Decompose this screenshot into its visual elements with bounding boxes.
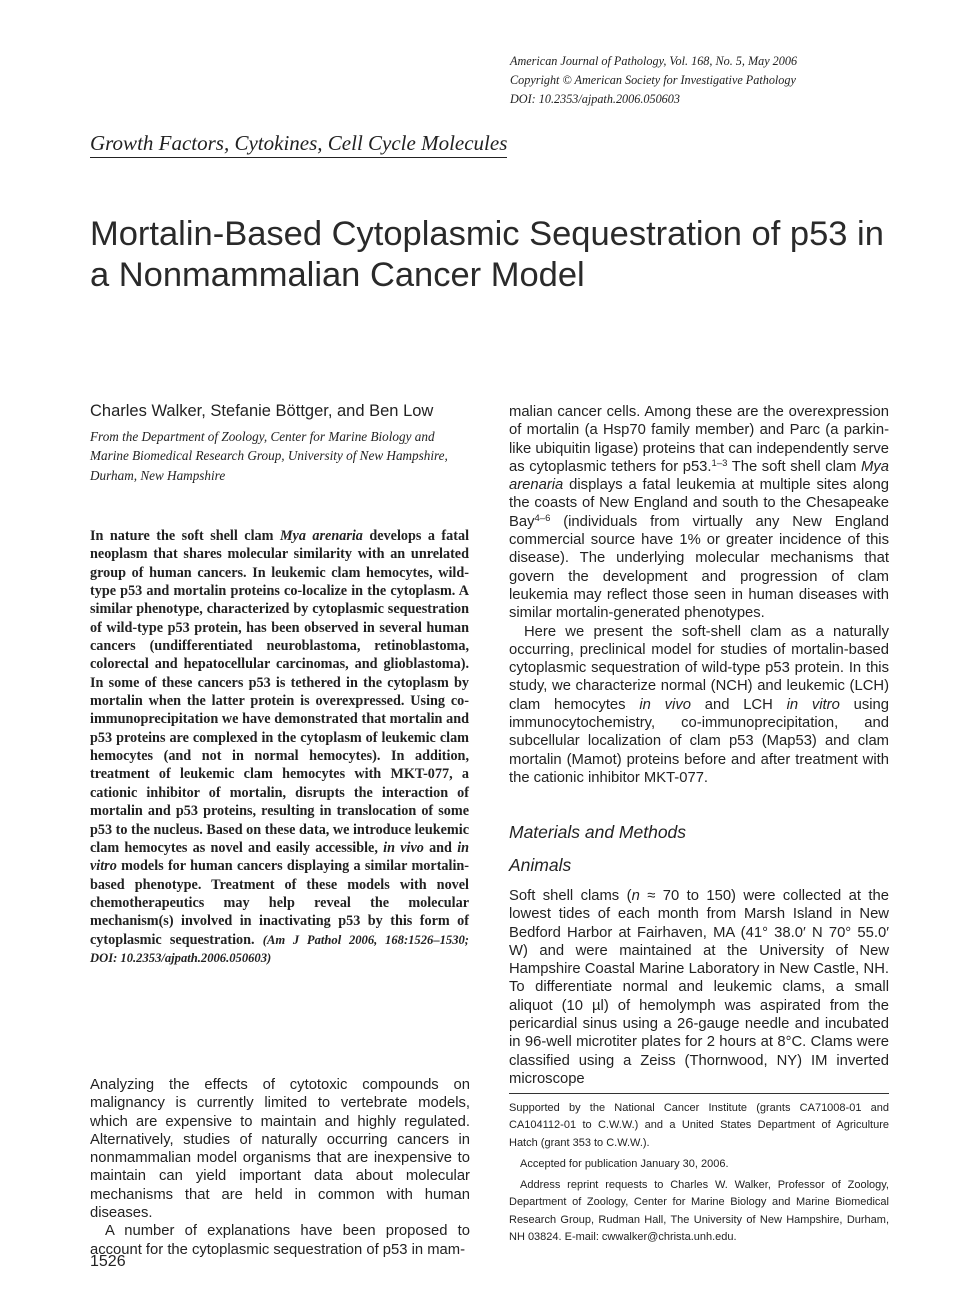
body-text: malian cancer cells. Among these are the overexpression of mortalin (a Hsp70 family member) and Parc (a parkin-like ubiquitin ligase) proteins that can independently serve as cytoplasmic tethers for p53. bbox=[509, 404, 889, 475]
methods-heading: Materials and Methods bbox=[509, 822, 687, 842]
footnote-divider bbox=[509, 1093, 889, 1094]
in-vitro-term: in vitro bbox=[90, 839, 470, 875]
in-vivo-term: in vivo bbox=[639, 696, 691, 713]
journal-citation: American Journal of Pathology, Vol. 168, No. 5, May 2006 bbox=[510, 54, 798, 68]
abstract bbox=[90, 527, 469, 967]
body-text: and LCH bbox=[704, 696, 773, 713]
article-title: Mortalin-Based Cytoplasmic Sequestration of p53 in a Nonmammalian Cancer Model bbox=[90, 215, 884, 294]
abstract-text: develops a fatal neoplasm that shares molecular similarity with an unrelated group of human cancers. In leukemic clam hemocytes, wild-type p53 and mortalin proteins co-localize in the cytoplasm. A similar phenotype, characterized by cytoplasmic sequestration of wild-type p53 protein, has been observed in several human cancers (undifferentiated neuroblastoma, retinoblastoma, colorectal and hepatocellular carcinomas, and glioblastoma). In some of these cancers p53 is tethered in the cytoplasm by mortalin when the latter protein is overexpressed. Using co-immunoprecipitation we have demonstrated that mortalin and p53 proteins are complexed in the cytoplasm of leukemic clam hemocytes (and not in normal hemocytes). In addition, treatment of leukemic clam hemocytes with MKT-077, a cationic inhibitor of mortalin, disrupts the interaction of mortalin and p53 proteins, resulting in translocation of some p53 to the nucleus. Based on these data, we introduce leukemic clam hemocytes as novel and easily accessible, bbox=[90, 528, 470, 856]
accepted-footnote: Accepted for publication January 30, 2006. bbox=[520, 1157, 729, 1170]
copyright-line: Copyright © American Society for Investigative Pathology bbox=[510, 73, 796, 87]
animals-subheading: Animals bbox=[509, 855, 572, 875]
body-text: displays a fatal leukemia at multiple sites along the coasts of New England and south to the Chesapeake Bay bbox=[509, 477, 889, 530]
introduction-right bbox=[509, 403, 889, 787]
body-text: ≈ 70 to 150) were collected at the lowest tides of each month from Marsh Island in New Bedford Harbor at Fairhaven, MA (41° 38.0′ N 70° 55.0′ W) and were maintained at the University of New Hampshire Coastal Marine Laboratory in New Castle, NH. To differentiate normal and leukemic clams, a small aliquot (10 µl) of hemolymph was aspirated from the pericardial sinus using a 26-gauge needle and incubated in 96-well microtiter plates for 2 hours at 8°C. Clams were classified using a Zeiss (Thornwood, NY) IM inverted microscope bbox=[509, 888, 890, 1087]
doi-line: DOI: 10.2353/ajpath.2006.050603 bbox=[510, 92, 680, 106]
affiliation: From the Department of Zoology, Center for Marine Biology and Marine Biomedical Research Group, University of New Hampshire, Durham, New Hampshire bbox=[90, 429, 448, 483]
journal-info bbox=[510, 52, 930, 109]
body-text: Soft shell clams ( bbox=[509, 888, 632, 904]
body-text: Here we present the soft-shell clam as a naturally occurring, preclinical model for studies of mortalin-based cytoplasmic sequestration of wild-type p53 protein. In this study, we characterize normal (NCH) and leukemic (LCH) clam hemocytes bbox=[509, 623, 889, 713]
animals-section bbox=[509, 887, 889, 1088]
reference-superscript: 1–3 bbox=[711, 457, 728, 469]
abstract-citation: (Am J Pathol 2006, 168:1526–1530; DOI: 10.2353/ajpath.2006.050603) bbox=[90, 932, 470, 965]
introduction-left bbox=[90, 1076, 470, 1259]
section-heading: Growth Factors, Cytokines, Cell Cycle Molecules bbox=[90, 131, 507, 158]
reference-superscript: 4–6 bbox=[534, 512, 551, 524]
intro-paragraph bbox=[509, 623, 889, 788]
abstract-text: and bbox=[429, 839, 452, 856]
funding-footnote: Supported by the National Cancer Institute (grants CA71008-01 and CA104112-01 to C.W.W.) and a United States Department of Agriculture Hatch (grant 353 to C.W.W.). bbox=[509, 1102, 889, 1149]
in-vitro-term: in vitro bbox=[786, 696, 840, 713]
intro-paragraph bbox=[509, 403, 889, 623]
footnotes bbox=[509, 1100, 889, 1250]
intro-paragraph: Analyzing the effects of cytotoxic compounds on malignancy is currently limited to vertebrate models, which are expensive to maintain and highly regulated. Alternatively, studies of naturally occurring cancers in nonmammalian model organisms that are inexpensive to maintain can yield important data about molecular mechanisms that are held in common with human diseases. bbox=[90, 1077, 470, 1222]
species-name: Mya arenaria bbox=[279, 528, 363, 544]
intro-paragraph: A number of explanations have been proposed to account for the cytoplasmic sequestration of p53 in mam- bbox=[90, 1223, 470, 1258]
in-vivo-term: in vivo bbox=[383, 839, 424, 856]
body-text: The soft shell clam bbox=[731, 458, 857, 475]
body-text: using immunocytochemistry, co-immunoprecipitation, and subcellular localization of clam p53 (Map53) and clam mortalin (Mamot) proteins before and after treatment with the cationic inhibitor MKT-077. bbox=[509, 696, 889, 786]
abstract-text: models for human cancers displaying a similar mortalin-based phenotype. Treatment of these models with novel chemotherapeutics may help reveal the molecular mechanism(s) involved in inactivating p53 by this form of cytoplasmic sequestration. bbox=[90, 858, 470, 948]
sample-size-symbol: n bbox=[631, 888, 640, 904]
reprint-footnote: Address reprint requests to Charles W. Walker, Professor of Zoology, Department of Zoology, Center for Marine Biology and Marine Biomedical Research Group, Rudman Hall, The University of New Hampshire, Durham, NH 03824. E-mail: cwwalker@christa.unh.edu. bbox=[509, 1179, 889, 1244]
abstract-text: In nature the soft shell clam bbox=[90, 528, 274, 544]
page-number: 1526 bbox=[90, 1253, 126, 1270]
species-name: Mya arenaria bbox=[509, 458, 889, 494]
animals-paragraph bbox=[509, 887, 889, 1088]
authors: Charles Walker, Stefanie Böttger, and Ben Low bbox=[90, 402, 434, 420]
body-text: (individuals from virtually any New England commercial source have 1% or greater incidence of this disease). The underlying molecular mechanisms that govern the development and progression of clam leukemia may reflect those seen in human diseases with similar mortalin-generated phenotypes. bbox=[509, 513, 889, 622]
